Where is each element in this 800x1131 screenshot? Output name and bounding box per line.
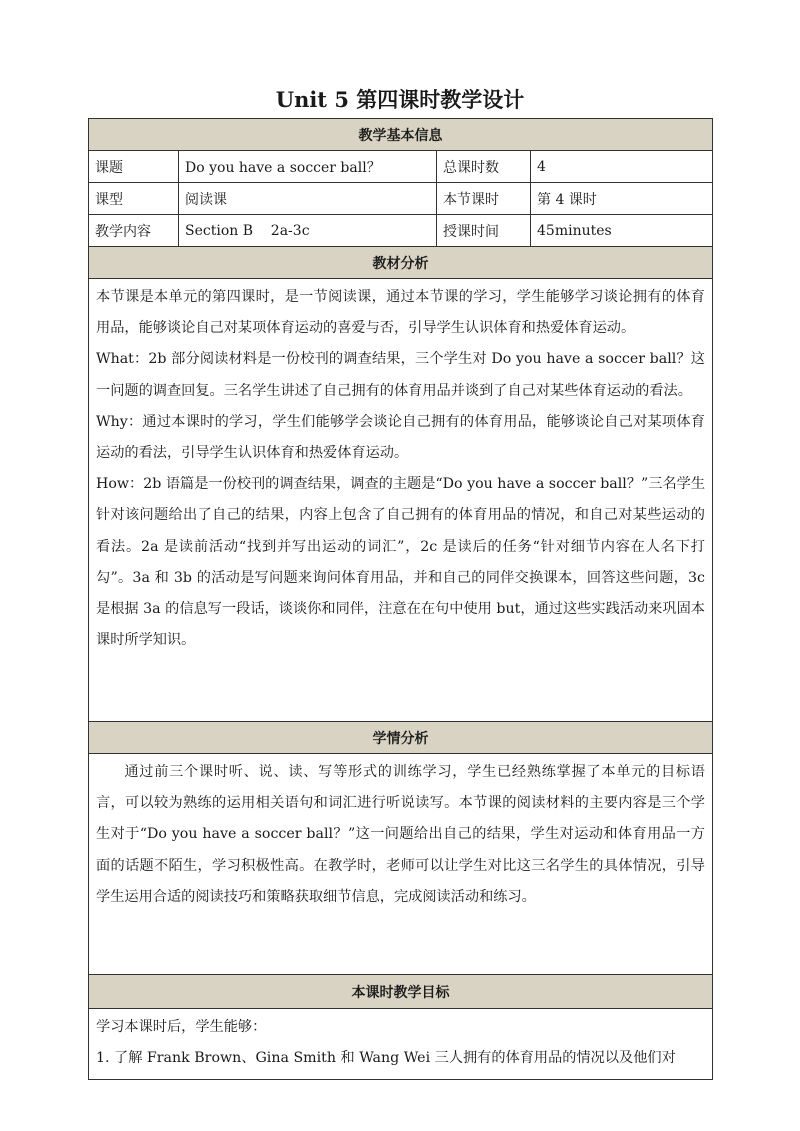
total-periods-value: 4	[531, 151, 713, 183]
objectives-header: 本课时教学目标	[89, 975, 713, 1009]
basic-info-header: 教学基本信息	[89, 119, 713, 151]
student-analysis-header: 学情分析	[89, 722, 713, 754]
material-paragraph-why: Why：通过本课时的学习，学生们能够学会谈论自己拥有的体育用品，能够谈论自己对某项体育运动的看法，引导学生认识体育和热爱体育运动。	[96, 413, 705, 462]
material-paragraph: 本节课是本单元的第四课时，是一节阅读课，通过本节课的学习，学生能够学习谈论拥有的体育用品，能够谈论自己对某项体育运动的喜爱与否，引导学生认识体育和热爱体育运动。	[96, 289, 705, 337]
topic-label: 课题	[89, 151, 179, 183]
material-analysis-body	[89, 279, 713, 722]
lesson-type-value: 阅读课	[179, 183, 437, 215]
duration-value: 45minutes	[531, 215, 713, 247]
info-row-content	[89, 215, 713, 247]
total-periods-label: 总课时数	[437, 151, 531, 183]
student-analysis-paragraph: 通过前三个课时听、说、读、写等形式的训练学习，学生已经熟练掌握了本单元的目标语言，可以较为熟练的运用相关语句和词汇进行听说读写。本节课的阅读材料的主要内容是三个学生对于“Do you have a soccer ball？”这一问题给出自己的结果，学生对运动和体育用品一方面的话题不陌生，学习积极性高。在教学时，老师可以让学生对比这三名学生的具体情况，引导学生运用合适的阅读技巧和策略获取细节信息，完成阅读活动和练习。	[96, 764, 705, 905]
content-value: Section B 2a-3c	[179, 215, 437, 247]
student-analysis-body	[89, 754, 713, 975]
topic-value: Do you have a soccer ball？	[179, 151, 437, 183]
material-paragraph-how: How：2b 语篇是一份校刊的调查结果，调查的主题是“Do you have a soccer ball？”三名学生针对该问题给出了自己的结果，内容上包含了自己拥有的体育用品的情况，和自己对某些运动的看法。2a 是读前活动“找到并写出运动的词汇”，2c 是读后的任务“针对细节内容在人名下打勾”。3a 和 3b 的活动是写问题来询问体育用品，并和自己的同伴交换课本，回答这些问题，3c 是根据 3a 的信息写一段话，谈谈你和同伴，注意在在句中使用 but，通过这些实践活动来巩固本课时所学知识。	[96, 476, 706, 649]
current-period-value: 第 4 课时	[531, 183, 713, 215]
material-paragraph-what: What：2b 部分阅读材料是一份校刊的调查结果，三个学生对 Do you have a soccer ball？这一问题的调查回复。三名学生讲述了自己拥有的体育用品并谈到了自己对某些体育运动的看法。	[96, 351, 705, 399]
objective-item-1: 1. 了解 Frank Brown、Gina Smith 和 Wang Wei 三人拥有的体育用品的情况以及他们对	[96, 1050, 676, 1067]
lesson-plan-table	[88, 118, 713, 1080]
objectives-body	[89, 1009, 713, 1080]
objectives-intro: 学习本课时后，学生能够：	[96, 1019, 267, 1035]
info-row-topic	[89, 151, 713, 183]
info-row-type	[89, 183, 713, 215]
current-period-label: 本节课时	[437, 183, 531, 215]
lesson-type-label: 课型	[89, 183, 179, 215]
document-title: Unit 5 第四课时教学设计	[275, 87, 525, 112]
material-analysis-header: 教材分析	[89, 247, 713, 279]
duration-label: 授课时间	[437, 215, 531, 247]
content-label: 教学内容	[89, 215, 179, 247]
